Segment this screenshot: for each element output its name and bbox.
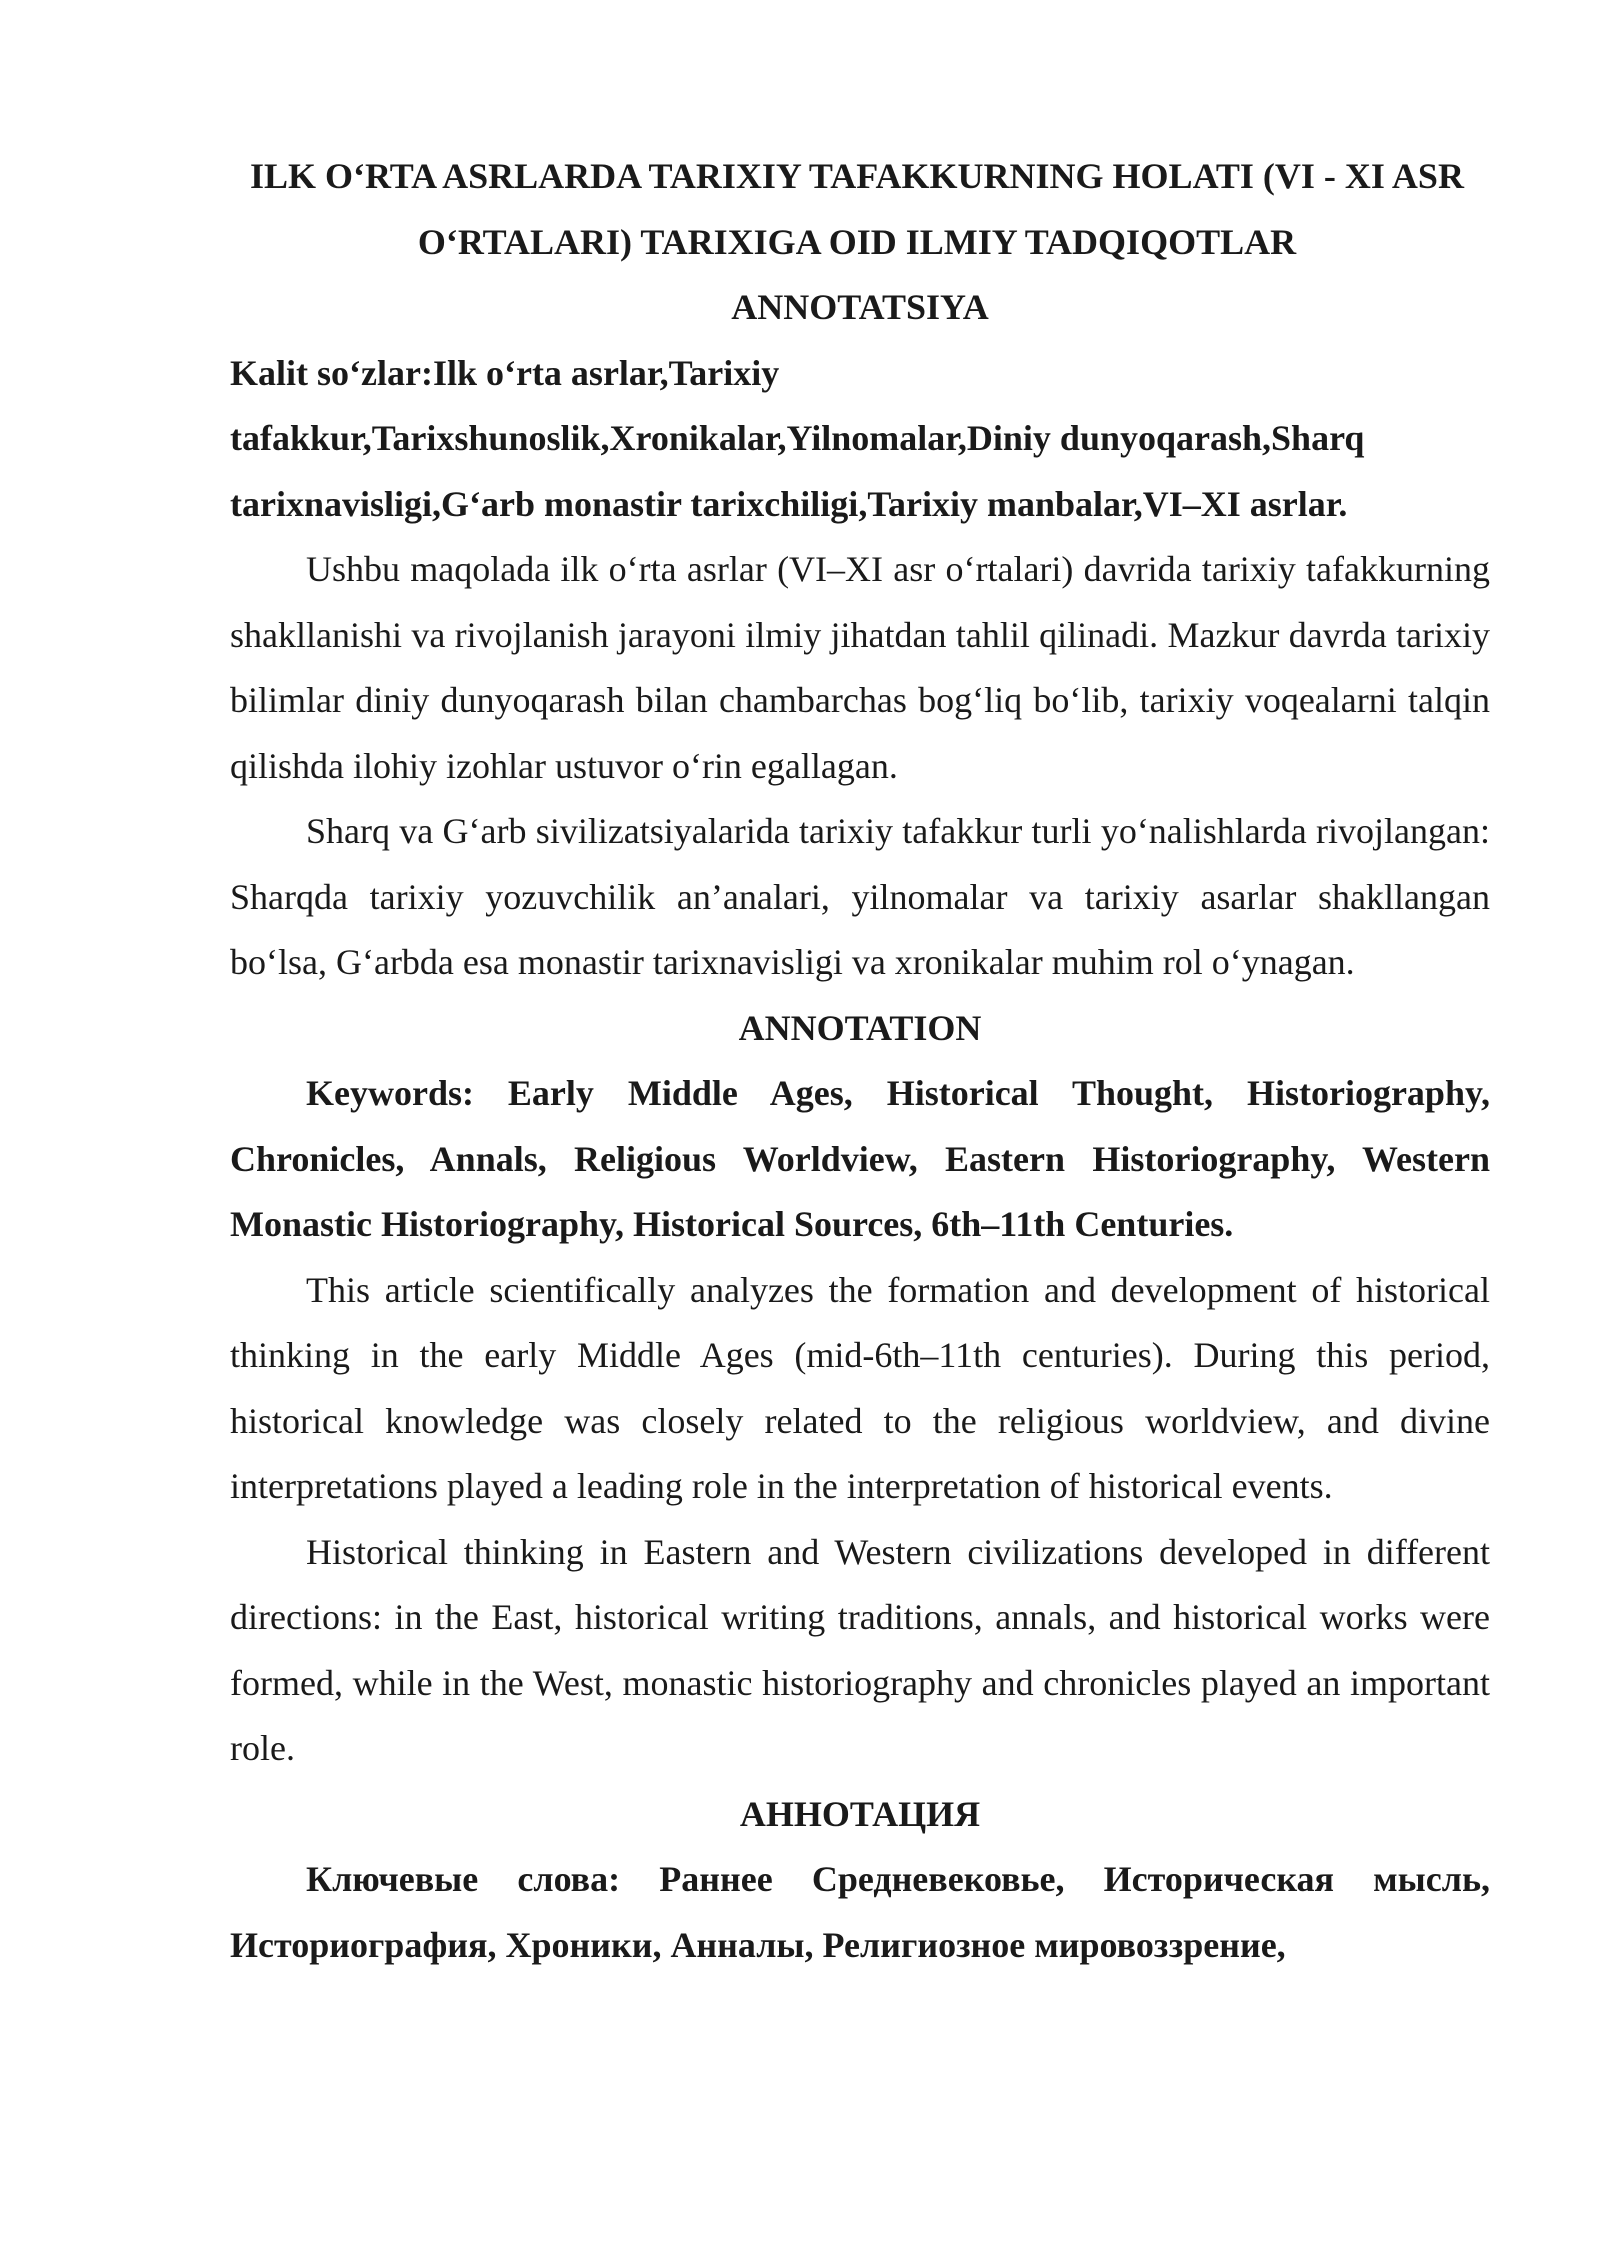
en-annotation-heading: ANNOTATION [738,1007,982,1048]
uz-annotation-heading: ANNOTATSIYA [731,287,989,327]
uz-keywords: Kalit so‘zlar:Ilk o‘rta asrlar,Tarixiy tafakkur,Tarixshunoslik,Xronikalar,Yilnomalar,Diniy dunyoqarash,Sharq tarixnavisligi,G‘arb monastir tarixchiligi,Tarixiy manbalar,VI–XI asrlar. [230,352,1365,524]
en-paragraph-1: This article scientifically analyzes the formation and development of historical thinking in the early Middle Ages (mid-6th–11th centuries). During this period, historical knowledge was closely related to the religious worldview, and divine interpretations played a leading role in the interpretation of historical events. [230,1269,1490,1506]
uz-paragraph-2: Sharq va G‘arb sivilizatsiyalarida tarixiy tafakkur turli yo‘nalishlarda rivojlangan: Sharqda tarixiy yozuvchilik an’analari, yilnomalar va tarixiy asarlar shakllangan bo‘lsa, G‘arbda esa monastir tarixnavisligi va xronikalar muhim rol o‘ynagan. [230,811,1490,982]
article-title: ILK O‘RTA ASRLARDA TARIXIY TAFAKKURNING HOLATI (VI - XI ASR O‘RTALARI) TARIXIGA OID ILMIY TADQIQOTLAR [250,156,1464,262]
ru-annotation-heading: АННОТАЦИЯ [739,1793,981,1834]
en-keywords: Keywords: Early Middle Ages, Historical Thought, Historiography, Chronicles, Annals, Religious Worldview, Eastern Historiography, Western Monastic Historiography, Historical Sources, 6th–11th Centuries. [230,1073,1490,1244]
ru-keywords: Ключевые слова: Раннее Средневековье, Историческая мысль, Историография, Хроники, Анналы, Религиозное мировоззрение, [230,1859,1490,1965]
document-body [230,144,1490,1978]
en-paragraph-2: Historical thinking in Eastern and Western civilizations developed in different directions: in the East, historical writing traditions, annals, and historical works were formed, while in the West, monastic historiography and chronicles played an important role. [230,1531,1490,1768]
uz-paragraph-1: Ushbu maqolada ilk o‘rta asrlar (VI–XI asr o‘rtalari) davrida tarixiy tafakkurning shakllanishi va rivojlanish jarayoni ilmiy jihatdan tahlil qilinadi. Mazkur davrda tarixiy bilimlar diniy dunyoqarash bilan chambarchas bog‘liq bo‘lib, tarixiy voqealarni talqin qilishda ilohiy izohlar ustuvor o‘rin egallagan. [230,549,1490,786]
